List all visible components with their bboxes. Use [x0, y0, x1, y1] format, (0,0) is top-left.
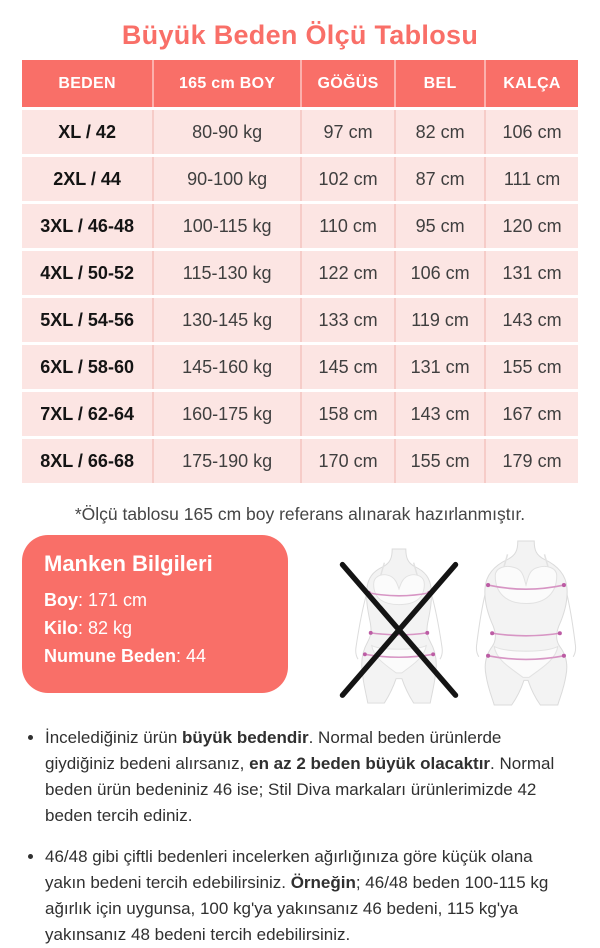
size-cell: 4XL / 50-52 [22, 250, 153, 297]
value-cell: 122 cm [301, 250, 395, 297]
value-cell: 167 cm [485, 391, 578, 438]
model-info-section [0, 533, 600, 711]
value-cell: 158 cm [301, 391, 395, 438]
model-info-line: Numune Beden: 44 [44, 646, 207, 666]
table-row [22, 156, 578, 203]
value-cell: 97 cm [301, 109, 395, 156]
column-header: BEL [395, 60, 485, 109]
value-cell: 95 cm [395, 203, 485, 250]
value-cell: 131 cm [395, 344, 485, 391]
size-chart-page [0, 20, 600, 944]
value-cell: 106 cm [395, 250, 485, 297]
value-cell: 131 cm [485, 250, 578, 297]
sizing-notes [28, 725, 574, 948]
table-row [22, 109, 578, 156]
model-info-line: Kilo: 82 kg [44, 618, 133, 638]
value-cell: 145 cm [301, 344, 395, 391]
size-table [22, 60, 578, 483]
value-cell: 110 cm [301, 203, 395, 250]
size-cell: 3XL / 46-48 [22, 203, 153, 250]
table-row [22, 203, 578, 250]
column-header: BEDEN [22, 60, 153, 109]
value-cell: 111 cm [485, 156, 578, 203]
table-row [22, 297, 578, 344]
size-cell: 7XL / 62-64 [22, 391, 153, 438]
plus-body-illustration [462, 541, 590, 705]
value-cell: 82 cm [395, 109, 485, 156]
value-cell: 80-90 kg [153, 109, 301, 156]
value-cell: 120 cm [485, 203, 578, 250]
value-cell: 155 cm [395, 438, 485, 484]
page-title: Büyük Beden Ölçü Tablosu [121, 20, 479, 50]
table-row [22, 250, 578, 297]
table-row [22, 344, 578, 391]
column-header: KALÇA [485, 60, 578, 109]
value-cell: 130-145 kg [153, 297, 301, 344]
plus-body-figure [462, 541, 590, 705]
value-cell: 179 cm [485, 438, 578, 484]
value-cell: 143 cm [395, 391, 485, 438]
value-cell: 90-100 kg [153, 156, 301, 203]
value-cell: 106 cm [485, 109, 578, 156]
table-header-row [22, 60, 578, 109]
value-cell: 155 cm [485, 344, 578, 391]
column-header: 165 cm BOY [153, 60, 301, 109]
table-row [22, 391, 578, 438]
value-cell: 115-130 kg [153, 250, 301, 297]
size-cell: 6XL / 58-60 [22, 344, 153, 391]
size-cell: 8XL / 66-68 [22, 438, 153, 484]
value-cell: 102 cm [301, 156, 395, 203]
note-item: • İncelediğiniz ürün büyük bedendir. Normal beden ürünlerde giydiğiniz bedeni alırsanız, en az 2 beden büyük olacaktır. Normal beden ürün bedeniniz 46 ise; Stil Diva markaları ürünlerimizde 42 beden tercih ediniz. [45, 725, 574, 829]
value-cell: 143 cm [485, 297, 578, 344]
model-info-title: Manken Bilgileri [44, 551, 213, 576]
model-info-lines [44, 586, 266, 670]
value-cell: 133 cm [301, 297, 395, 344]
value-cell: 145-160 kg [153, 344, 301, 391]
column-header: GÖĞÜS [301, 60, 395, 109]
model-info-card [22, 535, 288, 693]
model-info-line: Boy: 171 cm [44, 590, 148, 610]
size-cell: XL / 42 [22, 109, 153, 156]
note-item: • 46/48 gibi çiftli bedenleri incelerken ağırlığınıza göre küçük olana yakın bedeni tercih edebilirsiniz. Örneğin; 46/48 beden 100-115 kg ağırlık için uygunsa, 100 kg'ya yakınsanız 46 bedeni, 115 kg'ya yakınsanız 48 bedeni tercih edebilirsiniz. [45, 844, 574, 948]
value-cell: 170 cm [301, 438, 395, 484]
value-cell: 160-175 kg [153, 391, 301, 438]
table-footnote: *Ölçü tablosu 165 cm boy referans alınarak hazırlanmıştır. [74, 504, 526, 524]
value-cell: 100-115 kg [153, 203, 301, 250]
table-row [22, 438, 578, 484]
notes-list [28, 725, 574, 948]
size-cell: 5XL / 54-56 [22, 297, 153, 344]
slim-body-figure [338, 549, 460, 705]
value-cell: 119 cm [395, 297, 485, 344]
slim-body-illustration [338, 549, 460, 705]
value-cell: 175-190 kg [153, 438, 301, 484]
size-cell: 2XL / 44 [22, 156, 153, 203]
value-cell: 87 cm [395, 156, 485, 203]
